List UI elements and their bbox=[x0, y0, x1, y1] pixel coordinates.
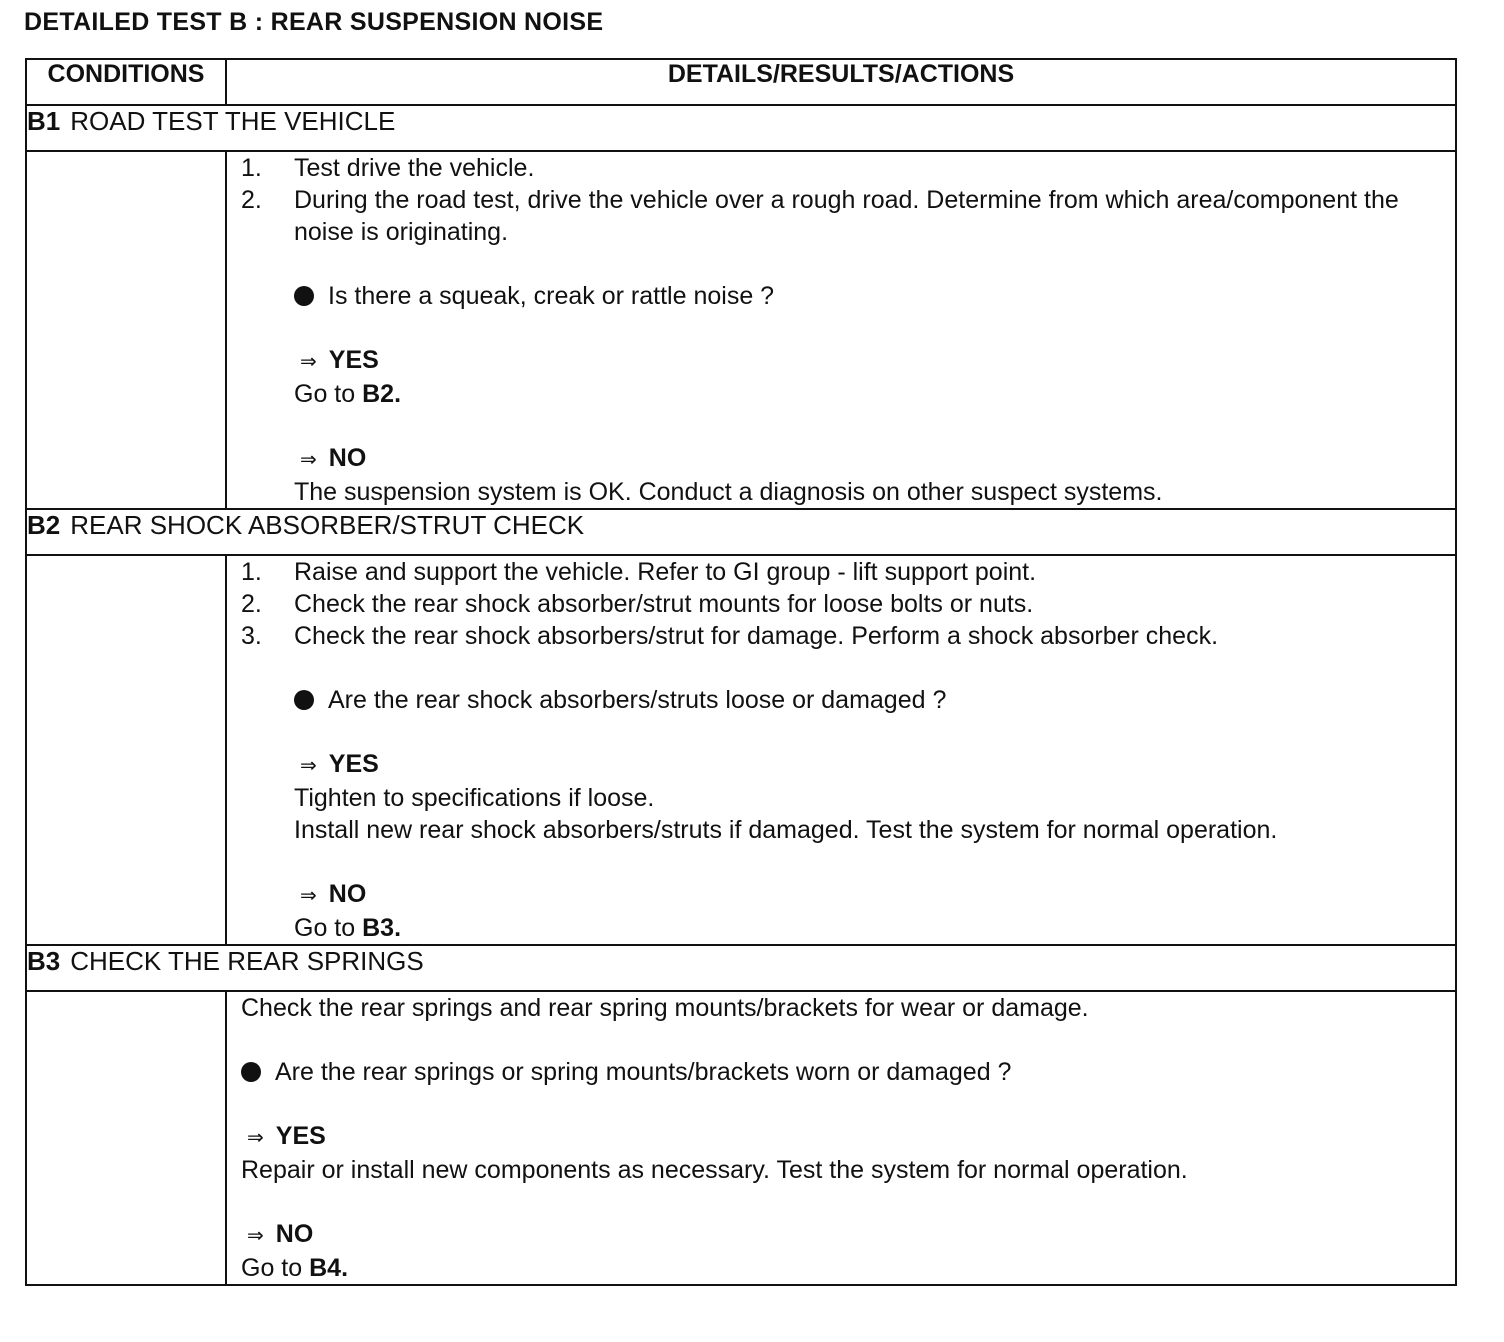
yes-heading: ⇒ YES bbox=[247, 1122, 326, 1150]
list-item bbox=[227, 588, 1455, 620]
question-text: Are the rear shock absorbers/struts loose or damaged ? bbox=[328, 686, 947, 714]
details-cell bbox=[226, 151, 1456, 509]
list-item bbox=[227, 152, 1455, 184]
conditions-header: CONDITIONS bbox=[26, 59, 226, 105]
no-heading: ⇒ NO bbox=[247, 1220, 314, 1248]
step-b1-title bbox=[26, 105, 1456, 151]
question bbox=[227, 1056, 1455, 1088]
no-heading: ⇒ NO bbox=[300, 880, 367, 908]
yes-action: Repair or install new components as necessary. Test the system for normal operation. bbox=[241, 1156, 1188, 1184]
diagnostic-table bbox=[25, 58, 1457, 1286]
conditions-cell bbox=[26, 991, 226, 1285]
document-title: DETAILED TEST B : REAR SUSPENSION NOISE bbox=[24, 8, 604, 36]
instruction-text: Check the rear springs and rear spring mounts/brackets for wear or damage. bbox=[241, 994, 1089, 1022]
arrow-icon: ⇒ bbox=[300, 351, 317, 373]
no-heading: ⇒ NO bbox=[300, 444, 367, 472]
step-id: B3 bbox=[27, 946, 61, 976]
details-cell bbox=[226, 991, 1456, 1285]
details-cell bbox=[226, 555, 1456, 945]
item-text: Test drive the vehicle. bbox=[294, 154, 535, 182]
step-reference: B3. bbox=[362, 914, 402, 942]
step-id: B2 bbox=[27, 510, 61, 540]
yes-action: Install new rear shock absorbers/struts if damaged. Test the system for normal operation. bbox=[294, 816, 1278, 844]
details-header: DETAILS/RESULTS/ACTIONS bbox=[226, 59, 1456, 105]
step-b2-title bbox=[26, 509, 1456, 555]
item-number: 2. bbox=[241, 186, 262, 214]
step-title: ROAD TEST THE VEHICLE bbox=[70, 106, 396, 136]
list-item bbox=[227, 556, 1455, 588]
conditions-cell bbox=[26, 151, 226, 509]
step-title: CHECK THE REAR SPRINGS bbox=[70, 946, 424, 976]
step-id: B1 bbox=[27, 106, 61, 136]
yes-heading: ⇒ YES bbox=[300, 346, 379, 374]
no-action: Go to B4. bbox=[241, 1254, 349, 1282]
bullet-icon bbox=[294, 286, 314, 306]
arrow-icon: ⇒ bbox=[247, 1225, 264, 1247]
question-text: Are the rear springs or spring mounts/brackets worn or damaged ? bbox=[275, 1058, 1012, 1086]
arrow-icon: ⇒ bbox=[300, 755, 317, 777]
item-number: 2. bbox=[241, 590, 262, 618]
step-b1-title-row bbox=[26, 105, 1456, 151]
item-number: 3. bbox=[241, 622, 262, 650]
no-action: Go to B3. bbox=[294, 914, 402, 942]
item-text: Check the rear shock absorber/strut mounts for loose bolts or nuts. bbox=[294, 590, 1034, 618]
step-reference: B2. bbox=[362, 380, 402, 408]
instruction-list bbox=[227, 556, 1455, 652]
arrow-icon: ⇒ bbox=[300, 885, 317, 907]
list-item bbox=[227, 620, 1455, 652]
question bbox=[227, 684, 1455, 716]
list-item bbox=[227, 184, 1455, 248]
header-row bbox=[26, 59, 1456, 105]
step-b3-body-row bbox=[26, 991, 1456, 1285]
yes-action: Tighten to specifications if loose. bbox=[294, 784, 655, 812]
arrow-icon: ⇒ bbox=[300, 449, 317, 471]
step-b1-body-row bbox=[26, 151, 1456, 509]
step-b3-title bbox=[26, 945, 1456, 991]
bullet-icon bbox=[294, 690, 314, 710]
yes-action: Go to B2. bbox=[294, 380, 402, 408]
item-text: Check the rear shock absorbers/strut for damage. Perform a shock absorber check. bbox=[294, 622, 1219, 650]
instruction-list bbox=[227, 152, 1455, 248]
step-b3-title-row bbox=[26, 945, 1456, 991]
step-reference: B4. bbox=[309, 1254, 349, 1282]
arrow-icon: ⇒ bbox=[247, 1127, 264, 1149]
yes-heading: ⇒ YES bbox=[300, 750, 379, 778]
conditions-cell bbox=[26, 555, 226, 945]
step-title: REAR SHOCK ABSORBER/STRUT CHECK bbox=[70, 510, 585, 540]
no-action: The suspension system is OK. Conduct a diagnosis on other suspect systems. bbox=[294, 478, 1163, 506]
item-number: 1. bbox=[241, 558, 262, 586]
item-number: 1. bbox=[241, 154, 262, 182]
item-text: Raise and support the vehicle. Refer to GI group - lift support point. bbox=[294, 558, 1037, 586]
bullet-icon bbox=[241, 1062, 261, 1082]
step-b2-title-row bbox=[26, 509, 1456, 555]
item-text: During the road test, drive the vehicle over a rough road. Determine from which area/component the noise is originating. bbox=[294, 186, 1399, 246]
step-b2-body-row bbox=[26, 555, 1456, 945]
question bbox=[227, 280, 1455, 312]
question-text: Is there a squeak, creak or rattle noise ? bbox=[328, 282, 775, 310]
